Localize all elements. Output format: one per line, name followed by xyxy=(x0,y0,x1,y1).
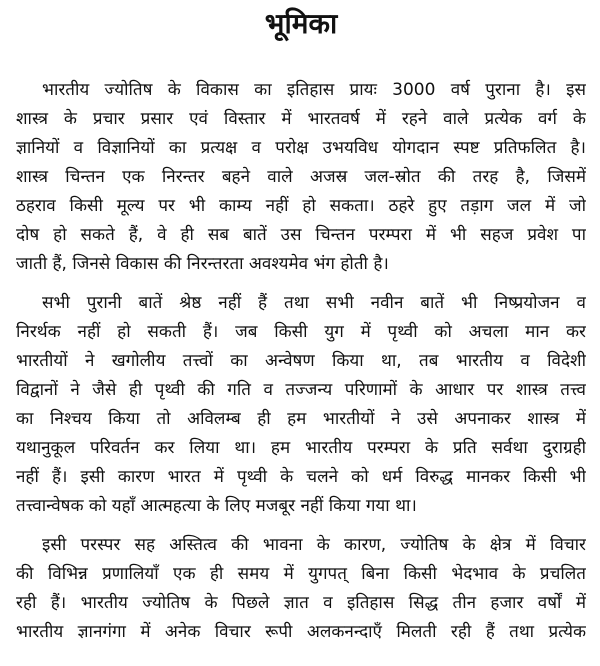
text-line: शास्त्र चिन्तन एक निरन्तर बहने वाले अजस्र जल-स्रोत की तरह है, जिसमें xyxy=(16,167,586,187)
text-line: भारतीय ज्योतिष के विकास का इतिहास प्रायः 3000 वर्ष पुराना है। इस xyxy=(42,80,586,100)
text-line: ठहराव किसी मूल्य पर भी काम्य नहीं हो सकता। ठहरे हुए तड़ाग जल में जो xyxy=(16,196,586,216)
text-line: ज्ञानियों व विज्ञानियों का प्रत्यक्ष व परोक्ष उभयविध योगदान स्पष्ट प्रतिफलित है। xyxy=(16,138,586,158)
text-line: नहीं हैं। इसी कारण भारत में पृथ्वी के चलने को धर्म विरुद्ध मानकर किसी भी xyxy=(16,467,586,487)
text-line: की विभिन्न प्रणालियाँ एक ही समय में युगपत् बिना किसी भेदभाव के प्रचलित xyxy=(16,564,586,584)
text-line: निरर्थक नहीं हो सकती हैं। जब किसी युग में पृथ्वी को अचला मान कर xyxy=(16,322,586,342)
text-line: इसी परस्पर सह अस्तित्व की भावना के कारण, ज्योतिष के क्षेत्र में विचार xyxy=(42,535,586,555)
text-line: भारतीय ज्ञानगंगा में अनेक विचार रूपी अलकनन्दाएँ मिलती रही हैं तथा प्रत्येक xyxy=(16,622,586,642)
text-line: शास्त्र के प्रचार प्रसार एवं विस्तार में भारतवर्ष में रहने वाले प्रत्येक वर्ग के xyxy=(16,109,586,129)
text-line: जाती हैं, जिनसे विकास की निरन्तरता अवश्यमेव भंग होती है। xyxy=(16,254,389,274)
text-line: का निश्चय किया तो अविलम्ब ही हम भारतीयों ने उसे अपनाकर शास्त्र में xyxy=(16,409,586,429)
text-line: तत्त्वान्वेषक को यहाँ आत्महत्या के लिए मजबूर नहीं किया गया था। xyxy=(16,496,417,516)
text-line: रही हैं। भारतीय ज्योतिष के पिछले ज्ञात व इतिहास सिद्ध तीन हजार वर्षों में xyxy=(16,593,586,613)
page-title: भूमिका xyxy=(264,7,338,40)
paragraph-1 xyxy=(16,76,586,279)
text-line: यथानुकूल परिवर्तन कर लिया था। हम भारतीय परम्परा के प्रति सर्वथा दुराग्रही xyxy=(16,438,586,458)
paragraph-2 xyxy=(16,289,586,521)
text-line: भारतीयों ने खगोलीय तत्त्वों का अन्वेषण किया था, तब भारतीय व विदेशी xyxy=(16,351,586,371)
paragraph-3 xyxy=(16,531,586,647)
text-line: सभी पुरानी बातें श्रेष्ठ नहीं हैं तथा सभी नवीन बातें भी निष्प्रयोजन व xyxy=(42,293,586,313)
text-line: दोष हो सकते हैं, वे ही सब बातें उस चिन्तन परम्परा में भी सहज प्रवेश पा xyxy=(16,225,586,245)
text-line: विद्वानों ने जैसे ही पृथ्वी की गति व तज्जन्य परिणामों के आधार पर शास्त्र तत्त्व xyxy=(16,380,586,400)
